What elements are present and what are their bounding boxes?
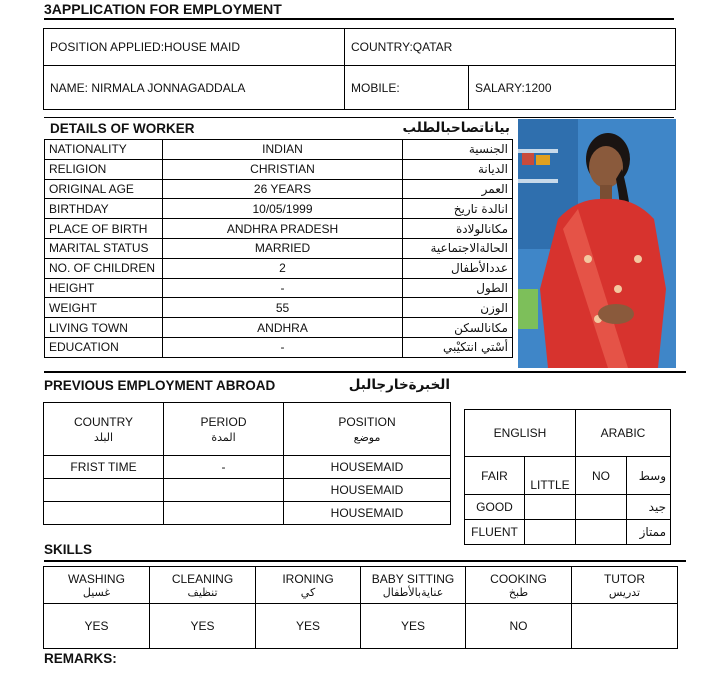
jayyid-label: جيد bbox=[626, 494, 671, 520]
little-label: LITTLE bbox=[524, 456, 576, 495]
field-label: HEIGHT bbox=[45, 278, 163, 298]
field-label-ar: الديانة bbox=[403, 159, 513, 179]
skill-value: NO bbox=[466, 604, 572, 649]
position-cell: HOUSEMAID bbox=[284, 479, 451, 502]
remarks-label: REMARKS: bbox=[44, 651, 117, 666]
table-row bbox=[45, 258, 513, 278]
previous-heading: PREVIOUS EMPLOYMENT ABROAD bbox=[44, 378, 276, 393]
period-cell: - bbox=[164, 456, 284, 479]
country-header: COUNTRY البلد bbox=[44, 403, 164, 456]
field-value: ANDHRA PRADESH bbox=[163, 219, 403, 239]
field-label: LIVING TOWN bbox=[45, 318, 163, 338]
field-label: MARITAL STATUS bbox=[45, 238, 163, 258]
table-row bbox=[45, 318, 513, 338]
table-row bbox=[44, 479, 451, 502]
table-row bbox=[45, 278, 513, 298]
previous-employment-table bbox=[43, 402, 451, 525]
mobile: MOBILE: bbox=[344, 65, 469, 110]
skill-ironing: IRONING كي bbox=[256, 567, 361, 604]
field-value: INDIAN bbox=[163, 140, 403, 160]
field-value: 55 bbox=[163, 298, 403, 318]
period-cell bbox=[164, 502, 284, 525]
good-english-cell bbox=[524, 494, 576, 520]
field-label-ar: الجنسية bbox=[403, 140, 513, 160]
skill-value: YES bbox=[256, 604, 361, 649]
page-title: 3APPLICATION FOR EMPLOYMENT bbox=[44, 1, 282, 17]
period-cell bbox=[164, 479, 284, 502]
worker-heading-ar: بياناتصاحبالطلب bbox=[402, 120, 510, 136]
table-row bbox=[45, 159, 513, 179]
field-label: RELIGION bbox=[45, 159, 163, 179]
table-row bbox=[45, 219, 513, 239]
field-label-ar: مكانالسكن bbox=[403, 318, 513, 338]
field-label: NATIONALITY bbox=[45, 140, 163, 160]
skills-table bbox=[43, 566, 678, 649]
mumtaz-label: ممتاز bbox=[626, 519, 671, 545]
title-rule bbox=[44, 18, 674, 20]
country-cell bbox=[44, 502, 164, 525]
field-label: WEIGHT bbox=[45, 298, 163, 318]
field-label-ar: الوزن bbox=[403, 298, 513, 318]
field-label: BIRTHDAY bbox=[45, 199, 163, 219]
table-row bbox=[45, 199, 513, 219]
table-row bbox=[45, 238, 513, 258]
field-label: EDUCATION bbox=[45, 337, 163, 357]
field-label-ar: أسْتي انتكيْبي bbox=[403, 337, 513, 357]
section-rule-2 bbox=[44, 371, 686, 373]
position-cell: HOUSEMAID bbox=[284, 456, 451, 479]
section-rule bbox=[44, 117, 674, 118]
field-value: 10/05/1999 bbox=[163, 199, 403, 219]
table-row bbox=[45, 179, 513, 199]
worker-heading: DETAILS OF WORKER bbox=[50, 121, 195, 136]
worker-name: NAME: NIRMALA JONNAGADDALA bbox=[43, 65, 345, 110]
position-applied: POSITION APPLIED:HOUSE MAID bbox=[43, 28, 345, 66]
fair-label: FAIR bbox=[464, 456, 525, 495]
country-cell bbox=[44, 479, 164, 502]
skill-tutor: TUTOR تدريس bbox=[572, 567, 678, 604]
period-header: PERIOD المدة bbox=[164, 403, 284, 456]
skill-baby-sitting: BABY SITTING عنايةبالأطفال bbox=[361, 567, 466, 604]
field-label: PLACE OF BIRTH bbox=[45, 219, 163, 239]
field-label-ar: مكانالولادة bbox=[403, 219, 513, 239]
arabic-header: ARABIC bbox=[575, 409, 671, 457]
skill-value: YES bbox=[150, 604, 256, 649]
skill-cleaning: CLEANING تنظيف bbox=[150, 567, 256, 604]
fluent-label: FLUENT bbox=[464, 519, 525, 545]
english-header: ENGLISH bbox=[464, 409, 576, 457]
field-label-ar: الحالةالاجتماعية bbox=[403, 238, 513, 258]
country: COUNTRY:QATAR bbox=[344, 28, 676, 66]
skill-value: YES bbox=[44, 604, 150, 649]
good-label: GOOD bbox=[464, 494, 525, 520]
previous-heading-ar: الخبرةخارجالبل bbox=[348, 377, 450, 393]
field-value: ANDHRA bbox=[163, 318, 403, 338]
position-cell: HOUSEMAID bbox=[284, 502, 451, 525]
good-arabic-cell bbox=[575, 494, 627, 520]
table-row bbox=[45, 140, 513, 160]
skill-cooking: COOKING طبخ bbox=[466, 567, 572, 604]
field-label-ar: العمر bbox=[403, 179, 513, 199]
table-row bbox=[44, 502, 451, 525]
field-value: 26 YEARS bbox=[163, 179, 403, 199]
salary: SALARY:1200 bbox=[468, 65, 676, 110]
no-label: NO bbox=[575, 456, 627, 495]
worker-photo bbox=[518, 119, 676, 368]
fluent-arabic-cell bbox=[575, 519, 627, 545]
field-label-ar: انالدة تاريخ bbox=[403, 199, 513, 219]
fluent-english-cell bbox=[524, 519, 576, 545]
table-row bbox=[45, 298, 513, 318]
field-value: MARRIED bbox=[163, 238, 403, 258]
field-label-ar: عددالأطفال bbox=[403, 258, 513, 278]
skill-value bbox=[572, 604, 678, 649]
field-value: - bbox=[163, 278, 403, 298]
field-value: - bbox=[163, 337, 403, 357]
worker-details-table bbox=[44, 139, 513, 358]
skills-heading: SKILLS bbox=[44, 542, 93, 557]
wasat-label: وسط bbox=[626, 456, 671, 495]
table-row bbox=[44, 456, 451, 479]
field-value: CHRISTIAN bbox=[163, 159, 403, 179]
skill-washing: WASHING غسيل bbox=[44, 567, 150, 604]
table-row bbox=[45, 337, 513, 357]
person-photo-icon bbox=[518, 119, 676, 368]
field-label: NO. OF CHILDREN bbox=[45, 258, 163, 278]
section-rule-3 bbox=[44, 560, 686, 562]
skill-value: YES bbox=[361, 604, 466, 649]
field-label: ORIGINAL AGE bbox=[45, 179, 163, 199]
country-cell: FRIST TIME bbox=[44, 456, 164, 479]
position-header: POSITION موضع bbox=[284, 403, 451, 456]
field-value: 2 bbox=[163, 258, 403, 278]
field-label-ar: الطول bbox=[403, 278, 513, 298]
